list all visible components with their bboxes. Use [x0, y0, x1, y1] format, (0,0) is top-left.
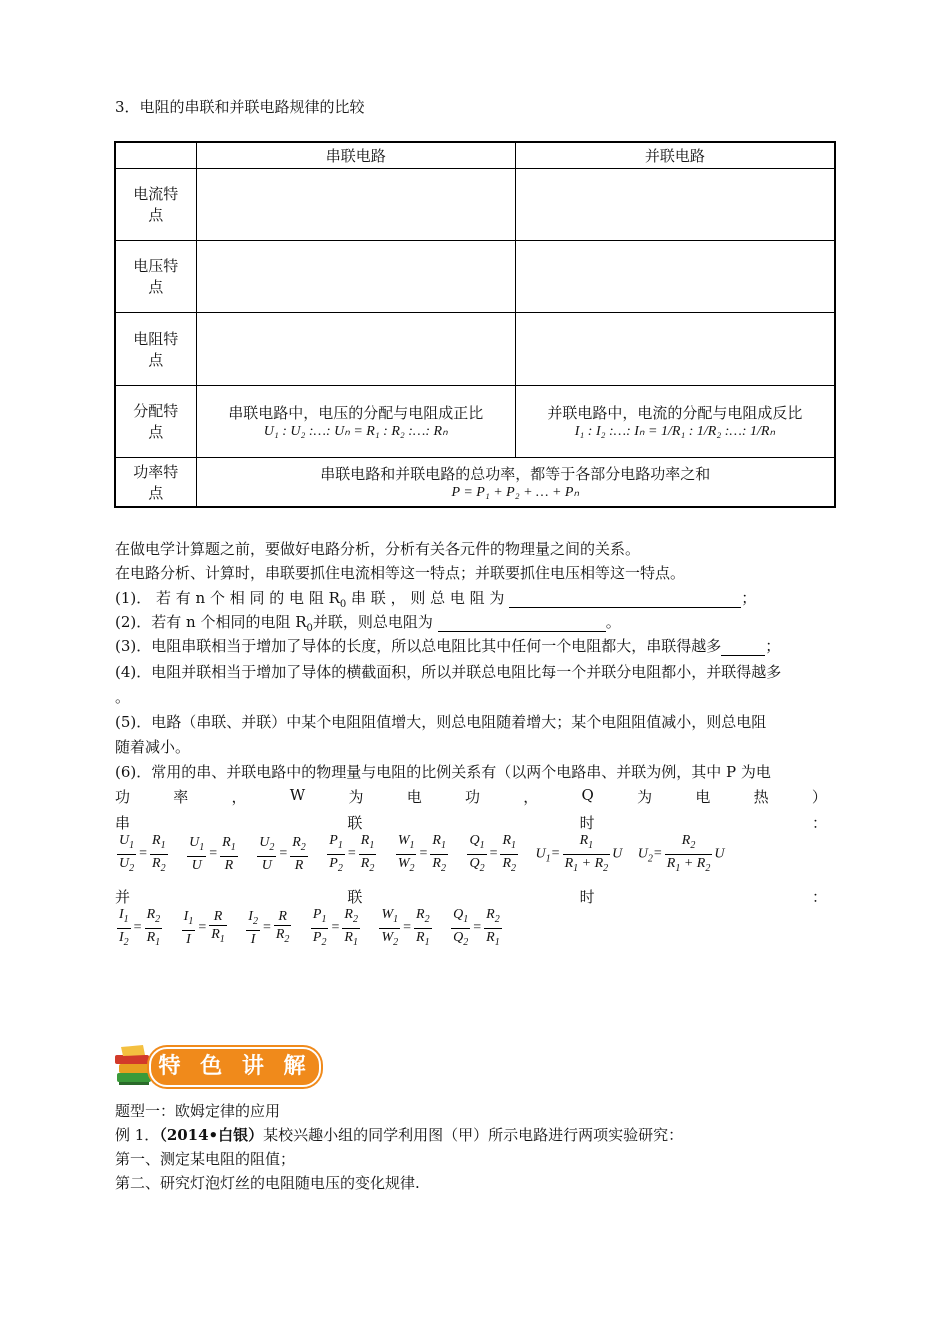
table-header-series: 串联电路	[196, 142, 515, 168]
comparison-table	[114, 141, 836, 508]
paragraph: (5)．电路（串联、并联）中某个电阻阻值增大，则总电阻随着增大；某个电阻阻值减小，则总电阻	[115, 713, 767, 731]
table-header-corner	[115, 142, 196, 168]
paragraph: (4)．电阻并联相当于增加了导体的横截面积，所以并联总电阻比每一个并联分电阻都小，并联得越多	[115, 663, 782, 681]
paragraph: 。	[115, 688, 131, 706]
parallel-cell	[515, 312, 835, 385]
paragraph: 在电路分析、计算时，串联要抓住电流相等这一特点；并联要抓住电压相等这一特点。	[115, 564, 686, 582]
paragraph: 随着减小。	[115, 738, 191, 756]
paragraph: 第一、测定某电阻的阻值；	[115, 1150, 296, 1168]
series-formulas: $\frac{U_1}{U_2}$ = $\frac{R_1}{R_2}$ $\frac{U_1}{U}$ = $\frac{R_1}{R}$ $\frac{U_2}{U}$ = $\frac{R_2}{R}$ $\frac{P_1}{P_2}$ = $\frac{R_1}{R_2}$ $\frac{W_1}{W_2}$ = $\frac{R_1}{R_2}$ $\frac{Q_1}{Q_2}$ = $\frac{R_1}{R_2}$ $U_1=$ $\frac{R_1}{R_1 + R_2}$ U $U_2=$ $\frac{R_2}{R_1 + R_2}$ U	[119, 833, 725, 874]
answer-blank[interactable]	[509, 589, 741, 608]
row-label: 电流特 点	[115, 168, 196, 240]
answer-blank[interactable]	[438, 613, 606, 632]
row-label: 电阻特 点	[115, 312, 196, 385]
paragraph: (2)．若有 n 个相同的电阻 $R_0$并联，则总电阻为 。	[115, 613, 621, 634]
series-distribution-formula: U₁ : U₂ :…: Uₙ = R₁ : R₂ :…: Rₙ	[263, 424, 448, 439]
table-row	[115, 240, 835, 312]
parallel-distribution-formula: I₁ : I₂ :…: Iₙ = 1/R₁ : 1/R₂ :…: 1/Rₙ	[574, 424, 776, 439]
series-distribution-text: 串联电路中，电压的分配与电阻成正比	[228, 404, 484, 422]
power-formula: P = P₁ + P₂ + … + Pₙ	[451, 484, 580, 500]
power-text: 串联电路和并联电路的总功率，都等于各部分电路功率之和	[320, 464, 711, 483]
paragraph: 题型一：欧姆定律的应用	[115, 1102, 281, 1120]
paragraph: 在做电学计算题之前，要做好电路分析，分析有关各元件的物理量之间的关系。	[115, 540, 641, 558]
section-title: 3．电阻的串联和并联电路规律的比较	[115, 98, 365, 116]
table-header-parallel: 并联电路	[515, 142, 835, 168]
paragraph-justified: 功 率 ， W 为 电 功 ， Q 为 电 热 ）	[115, 786, 827, 806]
power-cell	[196, 457, 835, 507]
series-cell	[196, 312, 515, 385]
banner-label: 特 色 讲 解	[149, 1047, 321, 1087]
parallel-distribution-text: 并联电路中，电流的分配与电阻成反比	[547, 404, 803, 422]
row-label: 分配特 点	[115, 385, 196, 457]
answer-blank[interactable]	[721, 637, 765, 656]
table-row	[115, 168, 835, 240]
feature-banner	[113, 1043, 313, 1089]
series-cell	[196, 168, 515, 240]
parallel-formulas: $\frac{I_1}{I_2}$ = $\frac{R_2}{R_1}$ $\frac{I_1}{I}$ = $\frac{R}{R_1}$ $\frac{I_2}{I}$ = $\frac{R}{R_2}$ $\frac{P_1}{P_2}$ = $\frac{R_2}{R_1}$ $\frac{W_1}{W_2}$ = $\frac{R_2}{R_1}$ $\frac{Q_1}{Q_2}$ = $\frac{R_2}{R_1}$	[119, 907, 500, 948]
parallel-cell	[515, 168, 835, 240]
paragraph: (3)．电阻串联相当于增加了导体的长度，所以总电阻比其中任何一个电阻都大，串联得越多 ；	[115, 637, 781, 655]
parallel-cell	[515, 385, 835, 457]
series-cell	[196, 385, 515, 457]
series-row-heading: 串 联 时 ：	[115, 814, 827, 832]
parallel-row-heading: 并 联 时 ：	[115, 888, 827, 906]
row-label: 电压特 点	[115, 240, 196, 312]
row-label: 功率特 点	[115, 457, 196, 507]
table-header-row	[115, 142, 835, 168]
parallel-cell	[515, 240, 835, 312]
paragraph: (1)． 若 有 n 个 相 同 的 电 阻 $R_0$ 串 联 ， 则 总 电 阻 为 ；	[115, 589, 757, 610]
paragraph: 第二、研究灯泡灯丝的电阻随电压的变化规律.	[115, 1174, 420, 1192]
series-cell	[196, 240, 515, 312]
table-row	[115, 385, 835, 457]
paragraph: 例 1．（2014•白银）某校兴趣小组的同学利用图（甲）所示电路进行两项实验研究：	[115, 1126, 684, 1144]
table-row	[115, 312, 835, 385]
table-row	[115, 457, 835, 507]
paragraph: (6)．常用的串、并联电路中的物理量与电阻的比例关系有（以两个电路串、并联为例，其中 P 为电	[115, 763, 771, 781]
